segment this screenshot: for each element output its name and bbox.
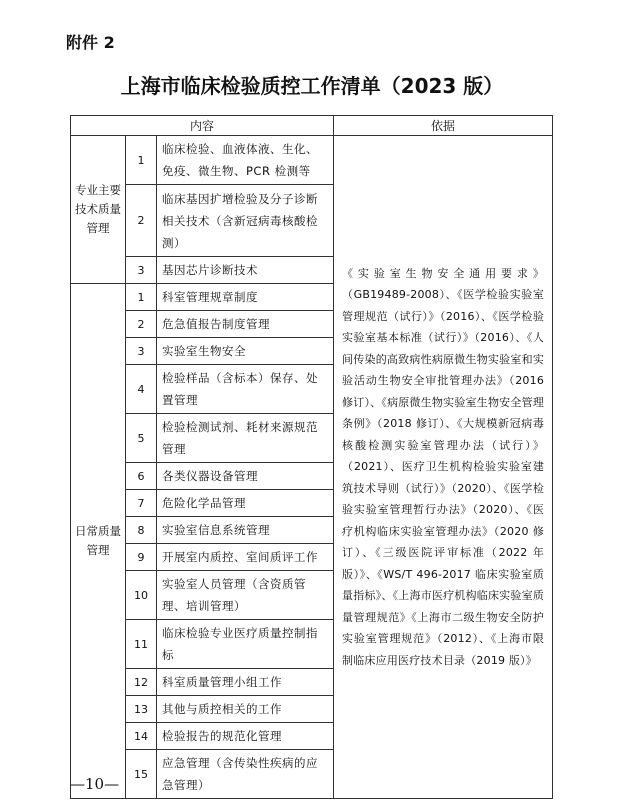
table-header-row xyxy=(71,116,553,136)
row-content: 检验报告的规范化管理 xyxy=(157,723,334,750)
row-content: 检验检测试剂、耗材来源规范管理 xyxy=(157,414,334,463)
row-content: 检验样品（含标本）保存、处置管理 xyxy=(157,365,334,414)
row-content: 临床基因扩增检验及分子诊断相关技术（含新冠病毒核酸检测） xyxy=(157,185,334,257)
row-number: 12 xyxy=(126,669,157,696)
row-content: 实验室生物安全 xyxy=(157,338,334,365)
row-number: 15 xyxy=(126,750,157,799)
row-content: 基因芯片诊断技术 xyxy=(157,257,334,284)
row-number: 8 xyxy=(126,517,157,544)
qc-checklist-table xyxy=(70,115,553,799)
category-daily-quality: 日常质量管理 xyxy=(71,284,126,799)
row-content: 科室管理规章制度 xyxy=(157,284,334,311)
row-content: 科室质量管理小组工作 xyxy=(157,669,334,696)
row-number: 2 xyxy=(126,185,157,257)
row-number: 1 xyxy=(126,284,157,311)
row-number: 1 xyxy=(126,136,157,185)
row-content: 临床检验、血液体液、生化、免疫、微生物、PCR 检测等 xyxy=(157,136,334,185)
row-number: 13 xyxy=(126,696,157,723)
row-content: 其他与质控相关的工作 xyxy=(157,696,334,723)
row-number: 3 xyxy=(126,257,157,284)
row-number: 4 xyxy=(126,365,157,414)
header-content: 内容 xyxy=(71,116,334,136)
row-content: 实验室人员管理（含资质管理、培训管理） xyxy=(157,571,334,620)
row-number: 6 xyxy=(126,463,157,490)
row-number: 3 xyxy=(126,338,157,365)
row-content: 危急值报告制度管理 xyxy=(157,311,334,338)
row-number: 11 xyxy=(126,620,157,669)
row-number: 9 xyxy=(126,544,157,571)
row-content: 危险化学品管理 xyxy=(157,490,334,517)
table-row xyxy=(71,136,553,185)
row-number: 14 xyxy=(126,723,157,750)
document-title: 上海市临床检验质控工作清单（2023 版） xyxy=(120,74,504,98)
row-number: 2 xyxy=(126,311,157,338)
page-number: —10— xyxy=(70,775,120,793)
row-content: 各类仪器设备管理 xyxy=(157,463,334,490)
row-content: 应急管理（含传染性疾病的应急管理） xyxy=(157,750,334,799)
row-number: 7 xyxy=(126,490,157,517)
row-number: 10 xyxy=(126,571,157,620)
row-number: 5 xyxy=(126,414,157,463)
category-professional-quality: 专业主要技术质量管理 xyxy=(71,136,126,284)
row-content: 开展室内质控、室间质评工作 xyxy=(157,544,334,571)
basis-text: 《实验室生物安全通用要求》（GB19489-2008）、《医学检验实验室管理规范（试行）》（2016）、《医学检验实验室基本标准（试行）》（2016）、《人间传染的高致病性病原微生物实验室和实验活动生物安全审批管理办法》（2016 修订）、《病原微生物实验室生物安全管理条例》（2018 修订）、《大规模新冠病毒核酸检测实验室管理办法（试行）》（2021）、医疗卫生机构检验实验室建筑技术导则（试行）》（2020）、《医学检验实验室管理暂行办法》（2020）、《医疗机构临床实验室管理办法》（2020 修订）、《三级医院评审标准（2022 年版）》、《WS/T 496-2017 临床实验室质量指标》、《上海市医疗机构临床实验室质量管理规范》《上海市二级生物安全防护实验室管理规范》（2012）、《上海市限制临床应用医疗技术目录（2019 版）》 xyxy=(334,136,553,799)
row-content: 临床检验专业医疗质量控制指标 xyxy=(157,620,334,669)
attachment-label: 附件 2 xyxy=(66,33,115,52)
row-content: 实验室信息系统管理 xyxy=(157,517,334,544)
header-basis: 依据 xyxy=(334,116,553,136)
